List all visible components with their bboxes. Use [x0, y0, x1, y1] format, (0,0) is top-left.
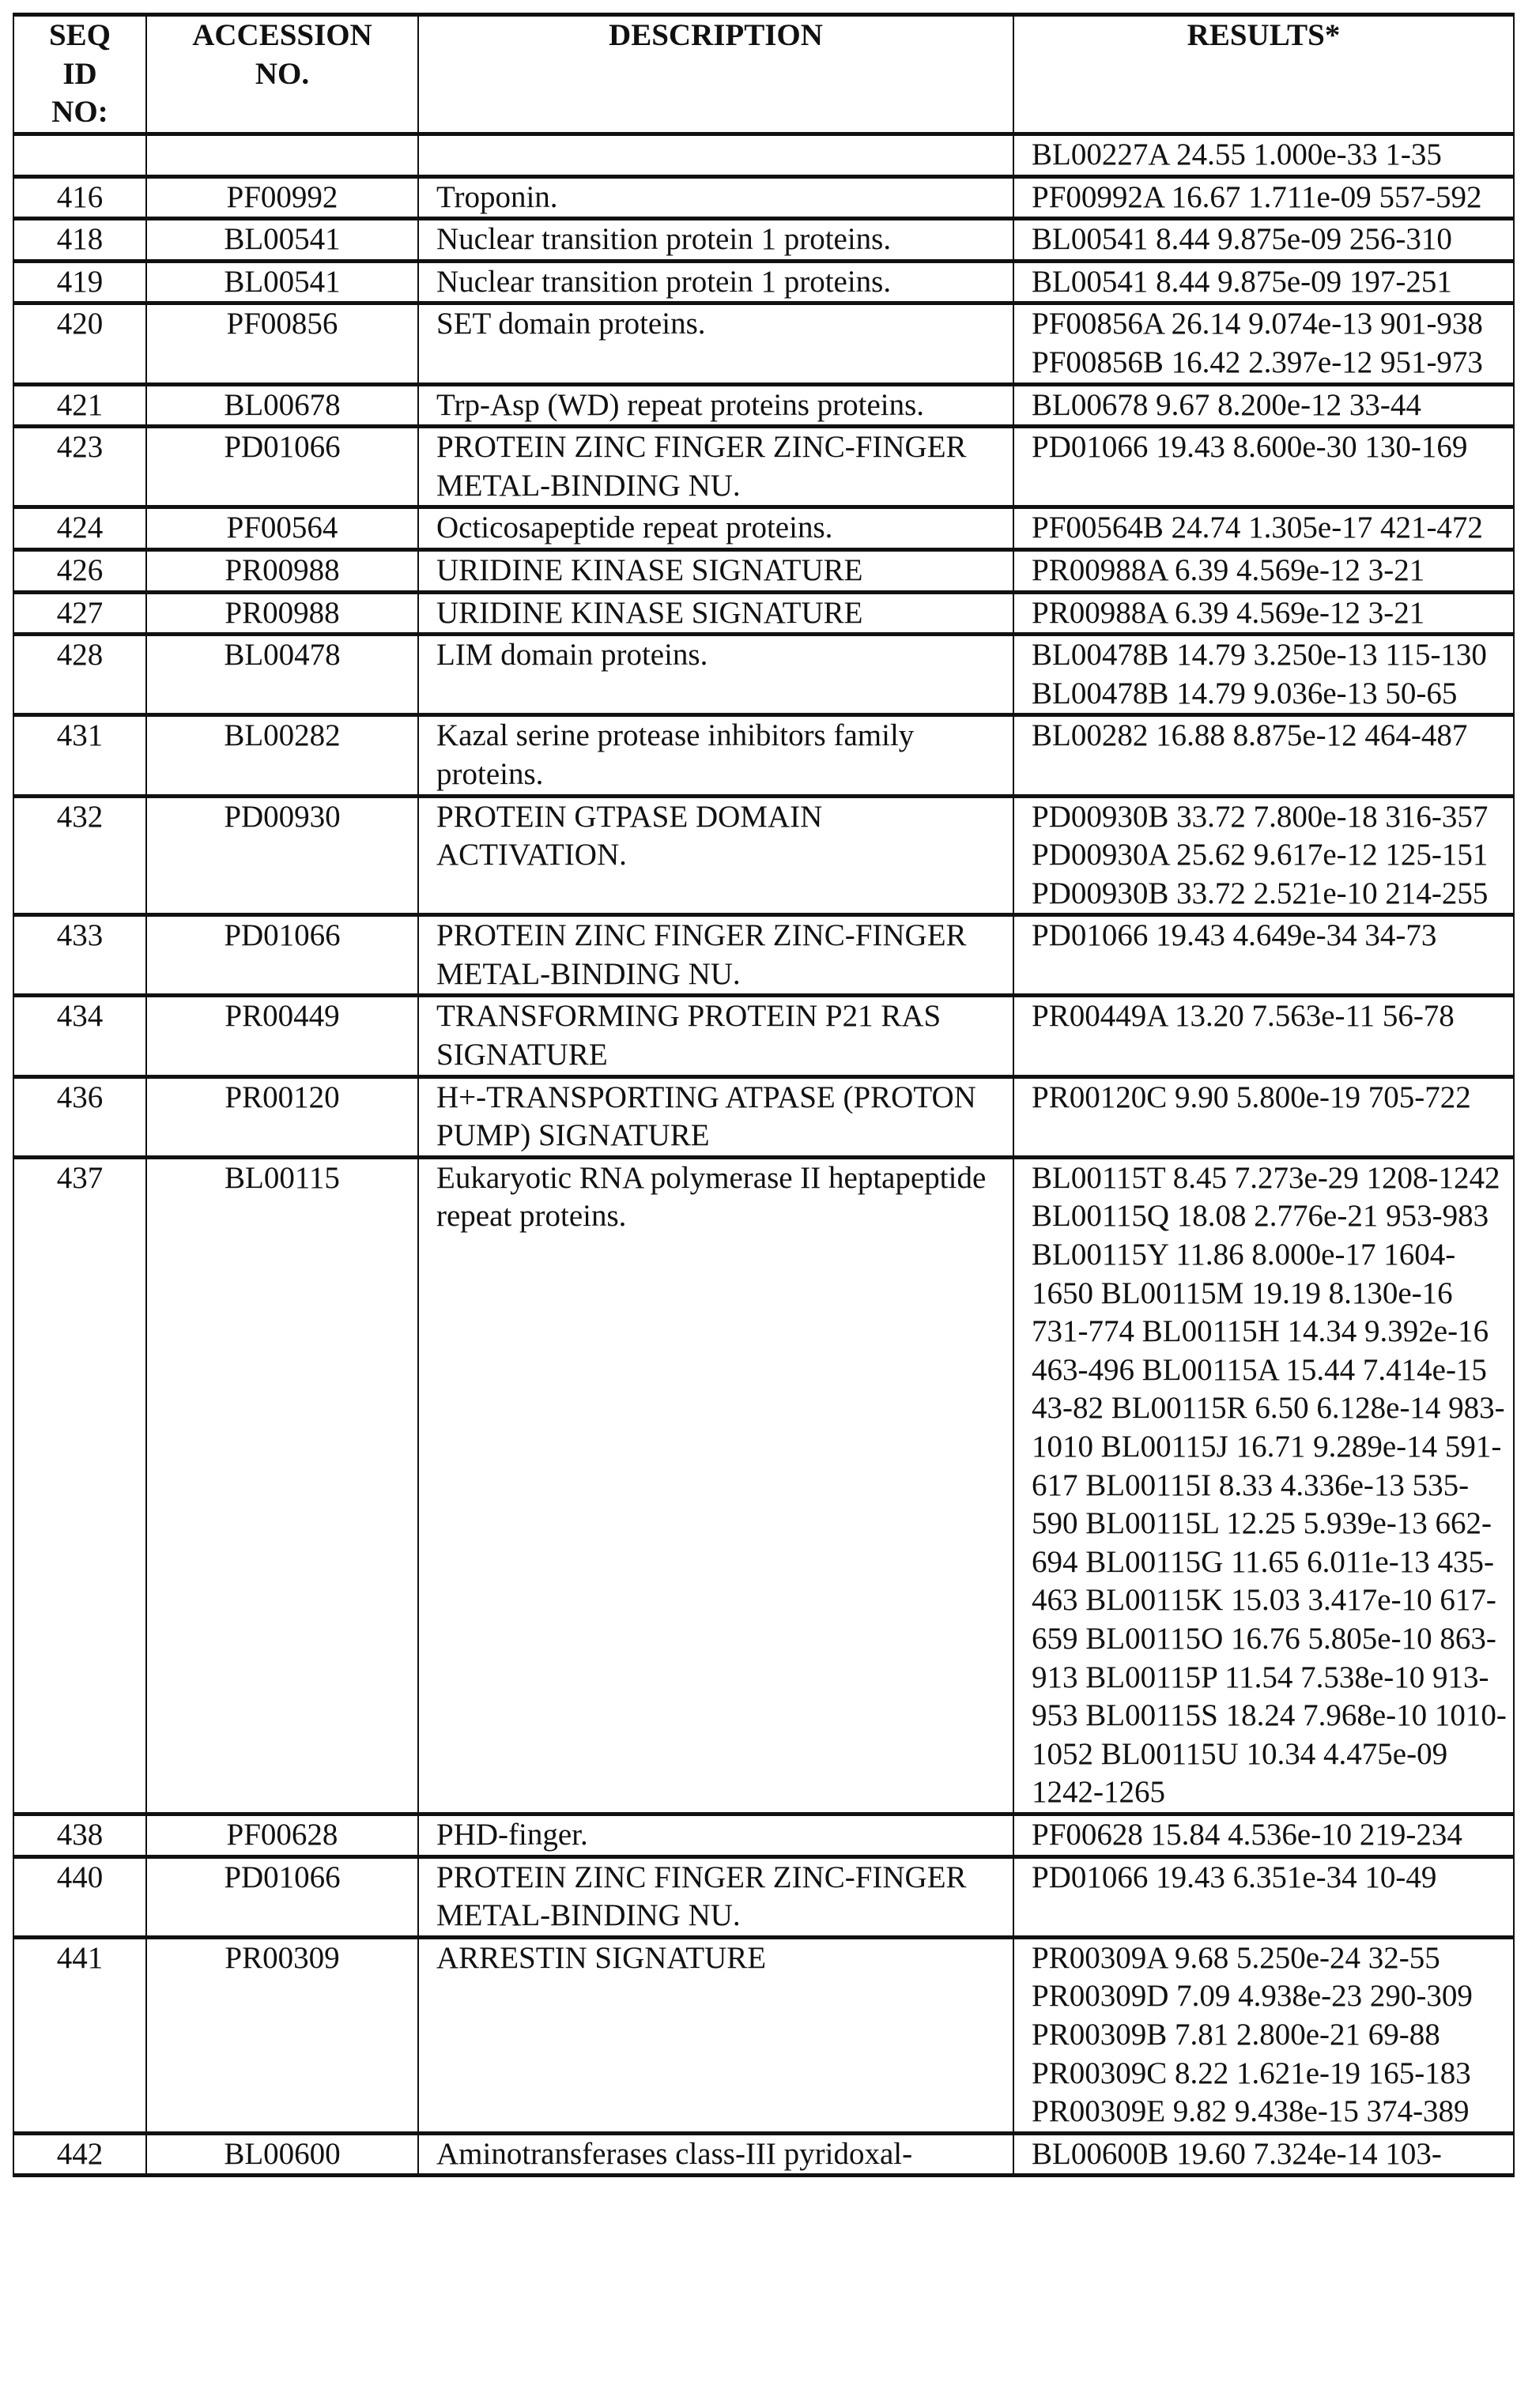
cell-accession: PD01066	[146, 427, 418, 507]
cell-results: PF00628 15.84 4.536e-10 219-234	[1013, 1814, 1514, 1856]
cell-description: SET domain proteins.	[418, 303, 1013, 384]
table-row	[13, 796, 1514, 915]
cell-accession: PD01066	[146, 915, 418, 996]
cell-seq-id: 437	[13, 1157, 146, 1814]
table-header-row	[13, 15, 1514, 134]
cell-accession: BL00678	[146, 384, 418, 427]
cell-accession: BL00115	[146, 1157, 418, 1814]
cell-description: Octicosapeptide repeat proteins.	[418, 507, 1013, 550]
table-row	[13, 261, 1514, 303]
cell-results: BL00282 16.88 8.875e-12 464-487	[1013, 715, 1514, 796]
table-row	[13, 1937, 1514, 2133]
cell-seq-id: 441	[13, 1937, 146, 2133]
cell-accession: BL00541	[146, 219, 418, 262]
cell-description: PROTEIN GTPASE DOMAIN ACTIVATION.	[418, 796, 1013, 915]
cell-seq-id: 419	[13, 261, 146, 303]
cell-accession: BL00541	[146, 261, 418, 303]
cell-seq-id	[13, 134, 146, 177]
table-row	[13, 915, 1514, 996]
header-results: RESULTS*	[1013, 15, 1514, 134]
cell-seq-id: 433	[13, 915, 146, 996]
cell-results: BL00678 9.67 8.200e-12 33-44	[1013, 384, 1514, 427]
table-row	[13, 1076, 1514, 1157]
cell-description: URIDINE KINASE SIGNATURE	[418, 549, 1013, 592]
sequence-results-table	[13, 13, 1515, 2177]
cell-description: PROTEIN ZINC FINGER ZINC-FINGER METAL-BINDING NU.	[418, 1856, 1013, 1937]
cell-description: LIM domain proteins.	[418, 635, 1013, 715]
cell-results: PR00988A 6.39 4.569e-12 3-21	[1013, 592, 1514, 635]
table-row	[13, 427, 1514, 507]
table-row	[13, 996, 1514, 1076]
header-seq-id-line: SEQ	[19, 17, 141, 55]
table-row	[13, 635, 1514, 715]
cell-accession: PF00628	[146, 1814, 418, 1856]
cell-accession: PR00309	[146, 1937, 418, 2133]
cell-description: PROTEIN ZINC FINGER ZINC-FINGER METAL-BINDING NU.	[418, 427, 1013, 507]
cell-accession: PR00120	[146, 1076, 418, 1157]
table-row	[13, 219, 1514, 262]
cell-accession: PF00992	[146, 176, 418, 219]
cell-description: Aminotransferases class-III pyridoxal-	[418, 2133, 1013, 2176]
cell-accession: BL00600	[146, 2133, 418, 2176]
table-row	[13, 176, 1514, 219]
cell-description: H+-TRANSPORTING ATPASE (PROTON PUMP) SIGNATURE	[418, 1076, 1013, 1157]
cell-seq-id: 434	[13, 996, 146, 1076]
header-accession-line: NO.	[152, 55, 413, 94]
cell-results: BL00227A 24.55 1.000e-33 1-35	[1013, 134, 1514, 177]
cell-seq-id: 420	[13, 303, 146, 384]
cell-seq-id: 424	[13, 507, 146, 550]
header-seq-id-line: NO:	[19, 93, 141, 132]
cell-description: PHD-finger.	[418, 1814, 1013, 1856]
cell-seq-id: 426	[13, 549, 146, 592]
cell-description: PROTEIN ZINC FINGER ZINC-FINGER METAL-BINDING NU.	[418, 915, 1013, 996]
cell-accession: PF00856	[146, 303, 418, 384]
table-row	[13, 1157, 1514, 1814]
cell-seq-id: 416	[13, 176, 146, 219]
cell-seq-id: 438	[13, 1814, 146, 1856]
cell-seq-id: 432	[13, 796, 146, 915]
cell-results: PD01066 19.43 6.351e-34 10-49	[1013, 1856, 1514, 1937]
table-row	[13, 384, 1514, 427]
cell-results: BL00541 8.44 9.875e-09 197-251	[1013, 261, 1514, 303]
cell-description: Nuclear transition protein 1 proteins.	[418, 219, 1013, 262]
cell-seq-id: 428	[13, 635, 146, 715]
cell-description: URIDINE KINASE SIGNATURE	[418, 592, 1013, 635]
cell-seq-id: 418	[13, 219, 146, 262]
header-seq-id	[13, 15, 146, 134]
cell-seq-id: 427	[13, 592, 146, 635]
cell-results: PR00449A 13.20 7.563e-11 56-78	[1013, 996, 1514, 1076]
table-row	[13, 303, 1514, 384]
table-row	[13, 507, 1514, 550]
header-description: DESCRIPTION	[418, 15, 1013, 134]
cell-results: PR00988A 6.39 4.569e-12 3-21	[1013, 549, 1514, 592]
cell-accession: PR00988	[146, 592, 418, 635]
cell-results: BL00600B 19.60 7.324e-14 103-	[1013, 2133, 1514, 2176]
table-row	[13, 2133, 1514, 2176]
cell-description: Trp-Asp (WD) repeat proteins proteins.	[418, 384, 1013, 427]
cell-results: BL00478B 14.79 3.250e-13 115-130 BL00478B 14.79 9.036e-13 50-65	[1013, 635, 1514, 715]
table-row	[13, 592, 1514, 635]
header-accession	[146, 15, 418, 134]
cell-description: Nuclear transition protein 1 proteins.	[418, 261, 1013, 303]
cell-description: Troponin.	[418, 176, 1013, 219]
cell-seq-id: 423	[13, 427, 146, 507]
document-page	[13, 13, 1513, 2177]
cell-seq-id: 436	[13, 1076, 146, 1157]
cell-results: PD01066 19.43 8.600e-30 130-169	[1013, 427, 1514, 507]
header-accession-line: ACCESSION	[152, 17, 413, 55]
cell-accession: BL00282	[146, 715, 418, 796]
cell-seq-id: 431	[13, 715, 146, 796]
cell-seq-id: 440	[13, 1856, 146, 1937]
table-row	[13, 1856, 1514, 1937]
cell-accession: PR00449	[146, 996, 418, 1076]
table-body	[13, 134, 1514, 2176]
cell-results: PD00930B 33.72 7.800e-18 316-357 PD00930A 25.62 9.617e-12 125-151 PD00930B 33.72 2.521e-10 214-255	[1013, 796, 1514, 915]
cell-results: PR00309A 9.68 5.250e-24 32-55 PR00309D 7.09 4.938e-23 290-309 PR00309B 7.81 2.800e-21 69-88 PR00309C 8.22 1.621e-19 165-183 PR00309E 9.82 9.438e-15 374-389	[1013, 1937, 1514, 2133]
table-row	[13, 1814, 1514, 1856]
table-row	[13, 549, 1514, 592]
cell-accession: BL00478	[146, 635, 418, 715]
cell-results: BL00541 8.44 9.875e-09 256-310	[1013, 219, 1514, 262]
cell-accession: PR00988	[146, 549, 418, 592]
cell-description: ARRESTIN SIGNATURE	[418, 1937, 1013, 2133]
cell-description	[418, 134, 1013, 177]
cell-accession	[146, 134, 418, 177]
cell-results: BL00115T 8.45 7.273e-29 1208-1242 BL00115Q 18.08 2.776e-21 953-983 BL00115Y 11.86 8.000e-17 1604-1650 BL00115M 19.19 8.130e-16 731-774 BL00115H 14.34 9.392e-16 463-496 BL00115A 15.44 7.414e-15 43-82 BL00115R 6.50 6.128e-14 983-1010 BL00115J 16.71 9.289e-14 591-617 BL00115I 8.33 4.336e-13 535-590 BL00115L 12.25 5.939e-13 662-694 BL00115G 11.65 6.011e-13 435-463 BL00115K 15.03 3.417e-10 617-659 BL00115O 16.76 5.805e-10 863-913 BL00115P 11.54 7.538e-10 913-953 BL00115S 18.24 7.968e-10 1010-1052 BL00115U 10.34 4.475e-09 1242-1265	[1013, 1157, 1514, 1814]
table-row	[13, 715, 1514, 796]
cell-results: PF00992A 16.67 1.711e-09 557-592	[1013, 176, 1514, 219]
cell-results: PF00564B 24.74 1.305e-17 421-472	[1013, 507, 1514, 550]
cell-results: PR00120C 9.90 5.800e-19 705-722	[1013, 1076, 1514, 1157]
cell-seq-id: 442	[13, 2133, 146, 2176]
header-seq-id-line: ID	[19, 55, 141, 94]
cell-seq-id: 421	[13, 384, 146, 427]
cell-accession: PD00930	[146, 796, 418, 915]
table-row	[13, 134, 1514, 177]
cell-accession: PF00564	[146, 507, 418, 550]
cell-description: Eukaryotic RNA polymerase II heptapeptide repeat proteins.	[418, 1157, 1013, 1814]
cell-results: PD01066 19.43 4.649e-34 34-73	[1013, 915, 1514, 996]
cell-results: PF00856A 26.14 9.074e-13 901-938 PF00856B 16.42 2.397e-12 951-973	[1013, 303, 1514, 384]
cell-description: Kazal serine protease inhibitors family proteins.	[418, 715, 1013, 796]
cell-accession: PD01066	[146, 1856, 418, 1937]
cell-description: TRANSFORMING PROTEIN P21 RAS SIGNATURE	[418, 996, 1013, 1076]
